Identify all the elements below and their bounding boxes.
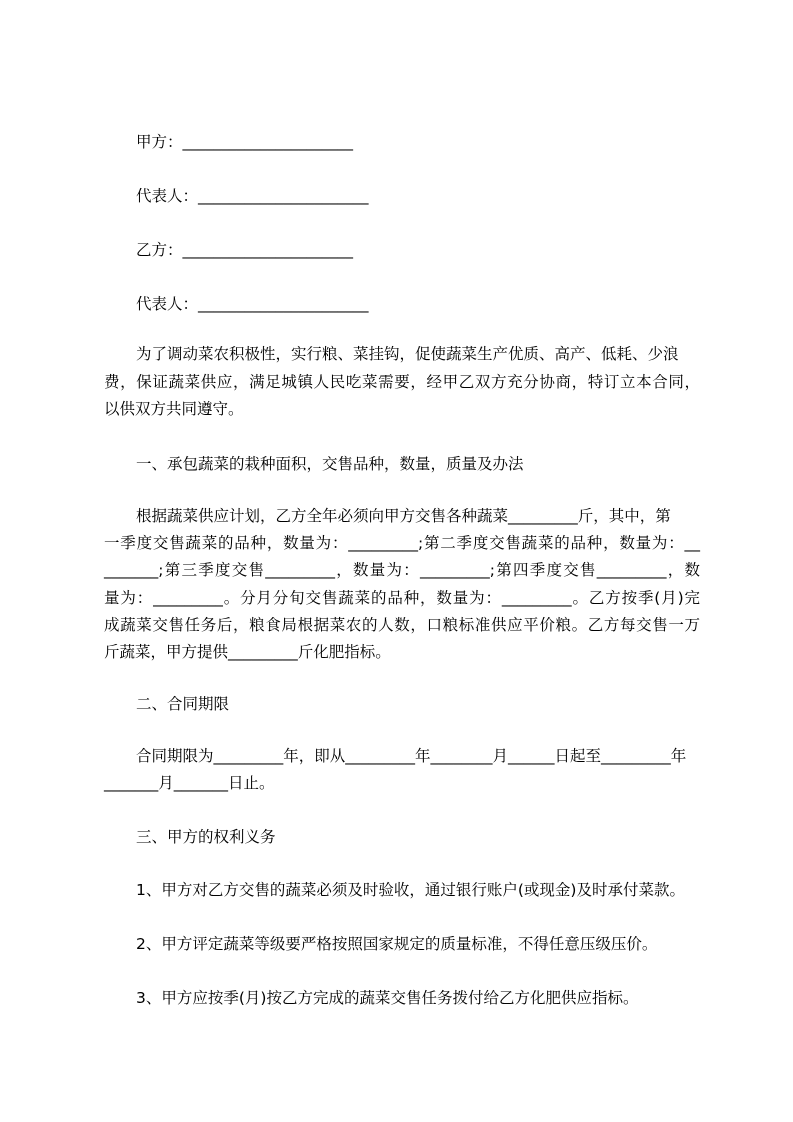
section-1-heading: 一、承包蔬菜的栽种面积，交售品种，数量，质量及办法 xyxy=(136,455,524,473)
section-2-line-2: _______月_______日止。 xyxy=(104,774,275,792)
intro-line-2: 费，保证蔬菜供应，满足城镇人民吃菜需要，经甲乙双方充分协商，特订立本合同， xyxy=(104,373,700,391)
section-2-heading: 二、合同期限 xyxy=(136,695,230,713)
section-3-item-1: 1、甲方对乙方交售的蔬菜必须及时验收，通过银行账户(或现金)及时承付菜款。 xyxy=(136,881,685,899)
section-3-heading: 三、甲方的权利义务 xyxy=(136,828,276,846)
party-a-line: 甲方：______________________ xyxy=(136,133,354,151)
party-b-representative-line: 代表人：______________________ xyxy=(136,295,369,313)
section-1-line-3: _______;第三季度交售_________，数量为：_________;第四季度交售_________，数 xyxy=(104,561,700,579)
section-3-item-2: 2、甲方评定蔬菜等级要严格按照国家规定的质量标准，不得任意压级压价。 xyxy=(136,935,658,953)
section-1-line-1: 根据蔬菜供应计划，乙方全年必须向甲方交售各种蔬菜_________斤，其中，第 xyxy=(136,507,671,525)
section-1-line-2: 一季度交售蔬菜的品种，数量为：_________;第二季度交售蔬菜的品种，数量为：__ xyxy=(104,534,700,552)
intro-line-3: 以供双方共同遵守。 xyxy=(104,400,244,418)
intro-line-1: 为了调动菜农积极性，实行粮、菜挂钩，促使蔬菜生产优质、高产、低耗、少浪 xyxy=(136,345,679,363)
party-b-line: 乙方：______________________ xyxy=(136,241,354,259)
section-1-line-6: 斤蔬菜，甲方提供_________斤化肥指标。 xyxy=(104,643,391,661)
section-3-item-3: 3、甲方应按季(月)按乙方完成的蔬菜交售任务拨付给乙方化肥供应指标。 xyxy=(136,989,639,1007)
section-1-line-4: 量为：_________。分月分旬交售蔬菜的品种，数量为：_________。乙方按季(月)完 xyxy=(104,589,700,607)
section-2-line-1: 合同期限为_________年，即从_________年________月______日起至_________年 xyxy=(136,747,687,765)
section-1-line-5: 成蔬菜交售任务后，粮食局根据菜农的人数，口粮标准供应平价粮。乙方每交售一万 xyxy=(104,616,700,634)
party-a-representative-line: 代表人：______________________ xyxy=(136,187,369,205)
